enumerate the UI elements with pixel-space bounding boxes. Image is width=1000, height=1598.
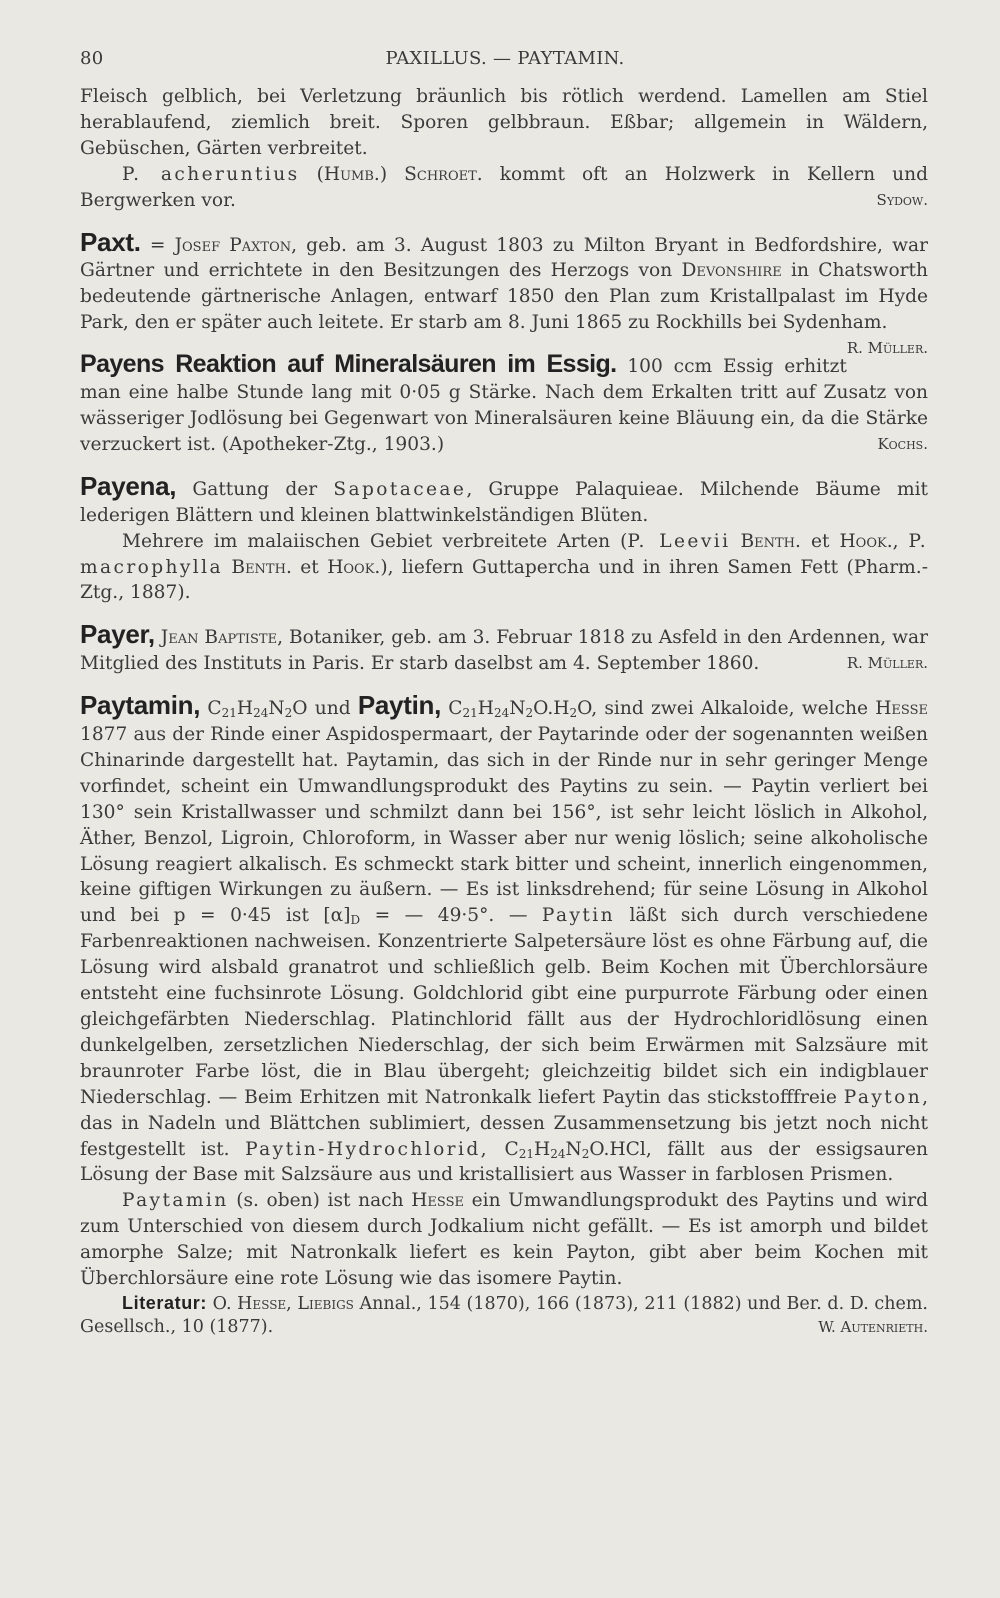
headword: Payer, [80, 619, 155, 650]
entry-paytamin: Paytamin, $C_{21}H_{24}N_2O$ und Paytin, $C_{21}H_{24}N_2O.H_2O$, sind zwei Alkaloide, welche Hesse 1877 aus der Rinde einer Aspidospermaart, der Paytarinde oder der sogenannten weißen Chinarinde dargestellt hat. Paytamin, das sich in der Rinde nur in sehr geringer Menge vorfindet, scheint ein Umwandlungsprodukt des Paytins zu sein. — Paytin verliert bei 130° sein Kristallwasser und schmilzt dann bei 156°, ist sehr leicht löslich in Alkohol, Äther, Benzol, Ligroin, Chloroform, in Wasser aber nur wenig löslich; seine alkoholische Lösung reagiert alkalisch. Es schmeckt stark bitter und scheint, innerlich eingenommen, keine giftigen Wirkungen zu äußern. — Es ist linksdrehend; für seine Lösung in Alkohol und bei p = 0·45 ist $[\alpha]_D$ = — 49·5°. — Paytin läßt sich durch verschiedene Farbenreaktionen nachweisen. Konzentrierte Salpetersäure löst es ohne Färbung auf, die Lösung wird alsbald granatrot und schließlich gelb. Beim Kochen mit Überchlorsäure entsteht eine fuchsinrote Lösung. Goldchlorid gibt eine purpurrote Färbung oder einen gleichgefärbten Niederschlag. Platinchlorid fällt aus der Hydrochloridlösung einen dunkelgelben, zersetzlichen Niederschlag, der sich beim Erwärmen mit Salzsäure mit braunroter Farbe löst, die in Blau übergeht; gleichzeitig bildet sich ein indigblauer Niederschlag. — Beim Erhitzen mit Natronkalk liefert Paytin das stickstofffreie Payton, das in Nadeln und Blättchen sublimiert, dessen Zusammensetzung bis jetzt noch nicht festgestellt ist. Paytin-Hydrochlorid, $C_{21}H_{24}N_2O.HCl$, fällt aus der essigsauren Lösung der Base mit Salzsäure aus und kristallisiert aus Wasser in farblosen Prismen. [80, 690, 929, 1186]
entry-payer: Payer, Jean Baptiste, Botaniker, geb. am 3. Februar 1818 zu Asfeld in den Ardennen, war Mitglied des Instituts in Paris. Er starb daselbst am 4. September 1860. R. Müller. [80, 622, 928, 677]
entry-payens-reaktion: Payens Reaktion auf Mineralsäuren im Essig. 100 ccm Essig erhitzt man eine halbe Stunde lang mit 0·05 g Stärke. Nach dem Erkalten tritt auf Zusatz von wässeriger Jodlösung bei Gegenwart von Mineralsäuren keine Bläuung ein, da die Stärke verzuckert ist. (Apotheker-Ztg., 1903.) Kochs. [80, 352, 928, 458]
headword: Payens Reaktion auf Mineralsäuren im Essig. [80, 350, 617, 379]
signature: R. Müller. [846, 339, 928, 358]
text-column [80, 84, 928, 1339]
entry-payena-species: Mehrere im malaiischen Gebiet verbreitete Arten (P. Leevii Benth. et Hook., P. macrophylla Benth. et Hook.), liefern Guttapercha und in ihren Samen Fett (Pharm.-Ztg., 1887). [80, 530, 929, 604]
page-number: 80 [80, 48, 104, 69]
headword-paytin: Paytin, [357, 690, 442, 721]
entry-paxt: Paxt. = Josef Paxton, geb. am 3. August 1803 zu Milton Bryant in Bedfordshire, war Gärtner und errichtete in den Besitzungen des Herzogs von Devonshire in Chatsworth bedeutende gärtnerische Anlagen, entwarf 1850 den Plan zum Kristallpalast im Hyde Park, den er später auch leitete. Er starb am 8. Juni 1865 zu Rockhills bei Sydenham. R. Müller. [80, 230, 928, 337]
entry-paytamin-continued: Paytamin (s. oben) ist nach Hesse ein Umwandlungsprodukt des Paytins und wird zum Unterschied von diesem durch Jodkalium nicht gefällt. — Es ist amorph und bildet amorphe Salze; mit Natronkalk liefert es kein Payton, gibt aber beim Kochen mit Überchlorsäure eine rote Lösung wie das isomere Paytin. [80, 1190, 928, 1290]
headword: Payena, [80, 470, 177, 501]
literatur: Literatur: O. Hesse, Liebigs Annal., 154 (1870), 166 (1873), 211 (1882) und Ber. d. D. chem. Gesellsch., 10 (1877). W. Autenrieth. [80, 1292, 928, 1337]
signature: R. Müller. [846, 654, 928, 673]
signature: Kochs. [877, 434, 928, 453]
paxillus-description-continued: Fleisch gelblich, bei Verletzung bräunlich bis rötlich werdend. Lamellen am Stiel herablaufend, ziemlich breit. Sporen gelbbraun. Eßbar; allgemein in Wäldern, Gebüschen, Gärten verbreitet. [80, 86, 928, 159]
signature: W. Autenrieth. [818, 1317, 928, 1336]
signature: Sydow. [876, 190, 928, 209]
entry-payena: Payena, Gattung der Sapotaceae, Gruppe Palaquieae. Milchende Bäume mit lederigen Blättern und kleinen blattwinkelständigen Blüten. [80, 470, 928, 526]
paxillus-acheruntius-entry: P. acheruntius (Humb.) Schroet. kommt oft an Holzwerk in Kellern und Bergwerken vor. Sydow. [80, 162, 928, 214]
running-title: PAXILLUS. — PAYTAMIN. [385, 48, 625, 69]
literatur-label: Literatur: [122, 1292, 208, 1313]
species-name: P. acheruntius [122, 163, 300, 185]
running-header [80, 44, 930, 74]
headword: Paytamin, [80, 690, 201, 721]
headword: Paxt. [80, 226, 141, 257]
